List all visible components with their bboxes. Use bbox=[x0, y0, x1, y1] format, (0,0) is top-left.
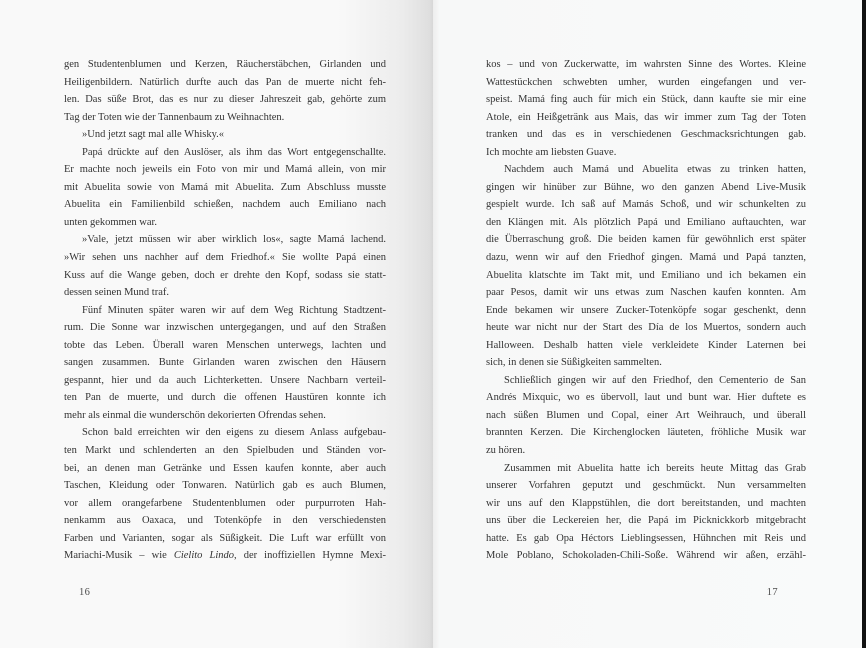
text-line: Tag der Toten wie der Tannenbaum zu Weihnachten. bbox=[64, 111, 285, 123]
text-line: gespannt, hier und da auch Lichterketten. Unsere Nachbarn verteil- bbox=[64, 374, 386, 386]
text-line: Kuss auf die Wange geben, doch er drehte den Kopf, sodass sie statt- bbox=[64, 269, 386, 281]
text-line: tranken und das es in verschiedenen Geschmacksrichtungen gab. bbox=[486, 129, 806, 141]
text-line: wir uns auf den Klappstühlen, die dort bereitstanden, und machten bbox=[486, 497, 806, 509]
text-line: gen Studentenblumen und Kerzen, Räucherstäbchen, Girlanden und bbox=[64, 59, 386, 70]
text-line: sangen zusammen. Bunte Girlanden waren zwischen den Häusern bbox=[64, 357, 386, 369]
text-line: kos – und von Zuckerwatte, im wahrsten Sinne des Wortes. Kleine bbox=[486, 59, 806, 70]
text-line: mit Abuelita sowie von Mamá mit Abuelita. Zum Abschluss musste bbox=[64, 181, 386, 193]
text-line: vor allem orangefarbene Studentenblumen oder purpurroten Hah- bbox=[64, 497, 386, 509]
text-line: Taschen, Kleidung oder Tonwaren. Natürlich gab es auch Blumen, bbox=[64, 480, 386, 492]
text-line: speist. Mamá fing auch für mich ein Stück, dann kaufte sie mir eine bbox=[486, 94, 806, 106]
text-line: dazu, wenn wir auf den Friedhof gingen. Mamá und Papá tanzten, bbox=[486, 252, 806, 264]
page-number-right: 17 bbox=[766, 587, 778, 598]
text-line: sich, in denen sie Süßigkeiten sammelten. bbox=[486, 357, 662, 369]
text-line: zu hören. bbox=[486, 445, 526, 457]
text-line: Wattestückchen schwebten umher, wurden eingefangen und ver- bbox=[486, 76, 806, 88]
text-line: Heiligenbildern. Natürlich durfte auch das Pan de muerte nicht feh- bbox=[64, 76, 386, 88]
text-line: dessen seinen Mund traf. bbox=[64, 287, 169, 299]
screen-edge-strip bbox=[862, 0, 866, 648]
text-line: paar Pesos, damit wir uns etwas zum Naschen kaufen konnten. Am bbox=[486, 287, 806, 299]
page-number-left: 16 bbox=[79, 587, 91, 598]
text-line: Mole Poblano, Schokoladen-Chili-Soße. Während wir aßen, erzähl- bbox=[486, 550, 806, 562]
text-line: »Vale, jetzt müssen wir aber wirklich los«, sagte Mamá lachend. bbox=[82, 234, 386, 246]
text-line: tobte das Leben. Überall waren Menschen unterwegs, lachten und bbox=[64, 339, 386, 351]
text-line: unserer Vorfahren geputzt und geschmückt. Nun versammelten bbox=[486, 480, 806, 492]
text-line: den Klängen mit. Als plötzlich Papá und Emiliano auftauchten, war bbox=[486, 216, 806, 228]
text-line: nenkamm aus Oaxaca, und Totenköpfe in den verschiedensten bbox=[64, 515, 386, 527]
text-line: Ende bekamen wir unsere Zucker-Totenköpfe sogar geschenkt, denn bbox=[486, 304, 806, 316]
text-line: nach süßen Blumen und Copal, einer Art Weihrauch, und überall bbox=[486, 409, 806, 421]
text-line: Schließlich gingen wir auf den Friedhof, den Cementerio de San bbox=[504, 374, 806, 386]
text-line: brannten Kerzen. Die Kirchenglocken läuteten, fröhliche Musik war bbox=[486, 427, 806, 439]
text-line: unten gekommen war. bbox=[64, 216, 158, 228]
text-line: Ich mochte am liebsten Guave. bbox=[486, 146, 617, 158]
text-line: Halloween. Deshalb hatten viele verkleidete Kinder Laternen bei bbox=[486, 339, 806, 351]
book-page-right[interactable] bbox=[433, 0, 862, 648]
text-line: Mariachi-Musik – wie Cielito Lindo, der inoffiziellen Hymne Mexi- bbox=[64, 550, 386, 562]
text-line: bei, an denen man Getränke und Essen kaufen konnte, aber auch bbox=[64, 462, 386, 474]
text-line: ten Markt und schlenderten an den Spielbuden und Ständen vor- bbox=[64, 445, 386, 457]
text-line: ten Pan de muerte, und durch die offenen Haustüren konnte ich bbox=[64, 392, 386, 404]
page-text-left bbox=[64, 56, 386, 565]
page-text-right bbox=[486, 56, 806, 565]
text-line: Papá drückte auf den Auslöser, als ihm das Wort entgegenschallte. bbox=[82, 146, 386, 158]
text-line: gespielt wurde. Ich saß auf Mamás Schoß, und wir schunkelten zu bbox=[486, 199, 806, 211]
text-line: Abuelita ein Familienbild schießen, nachdem auch Emiliano nach bbox=[64, 199, 386, 211]
text-line: hatte. Es gab Opa Héctors Lieblingsessen, Hühnchen mit Reis und bbox=[486, 532, 806, 544]
text-line: Farben und Varianten, sogar als Süßigkeit. Die Luft war erfüllt von bbox=[64, 532, 386, 544]
text-line: Fünf Minuten später waren wir auf dem Weg Richtung Stadtzent- bbox=[82, 304, 386, 316]
text-line: Atole, ein Heißgetränk aus Mais, das wir immer zum Tag der Toten bbox=[486, 111, 806, 123]
text-line: Er machte noch jeweils ein Foto von mir und Mamá allein, von mir bbox=[64, 164, 386, 176]
text-line: len. Das süße Brot, das es nur zu dieser Jahreszeit gab, gehörte zum bbox=[64, 94, 386, 106]
text-line: rum. Die Sonne war inzwischen untergegangen, und auf den Straßen bbox=[64, 322, 386, 334]
text-line: »Wir sehen uns nachher auf dem Friedhof.« Sie wollte Papá einen bbox=[64, 252, 386, 264]
text-line: »Und jetzt sagt mal alle Whisky.« bbox=[82, 129, 225, 141]
text-line: gingen wir hinüber zur Bühne, wo den ganzen Abend Live-Musik bbox=[486, 181, 806, 193]
text-line: Abuelita klatschte im Takt mit, und Emiliano und ich bekamen ein bbox=[486, 269, 806, 281]
text-line: uns über die Leckereien her, die Papá im Picknickkorb mitgebracht bbox=[486, 515, 806, 527]
text-line: heute war nicht nur der Start des Día de los Muertos, sondern auch bbox=[486, 322, 806, 334]
text-line: Nachdem auch Mamá und Abuelita etwas zu trinken hatten, bbox=[504, 164, 806, 176]
text-line: mehr als einmal die wunderschön dekorierten Ofrendas sehen. bbox=[64, 409, 326, 421]
text-line: Zusammen mit Abuelita hatte ich bereits heute Mittag das Grab bbox=[504, 462, 806, 474]
text-line: Andrés Mixquic, wo es übervoll, laut und bunt war. Hier duftete es bbox=[486, 392, 806, 404]
text-line: die Überraschung groß. Die beiden kamen für gewöhnlich erst später bbox=[486, 234, 806, 246]
text-line: Schon bald erreichten wir den eigens zu diesem Anlass aufgebau- bbox=[82, 427, 386, 439]
